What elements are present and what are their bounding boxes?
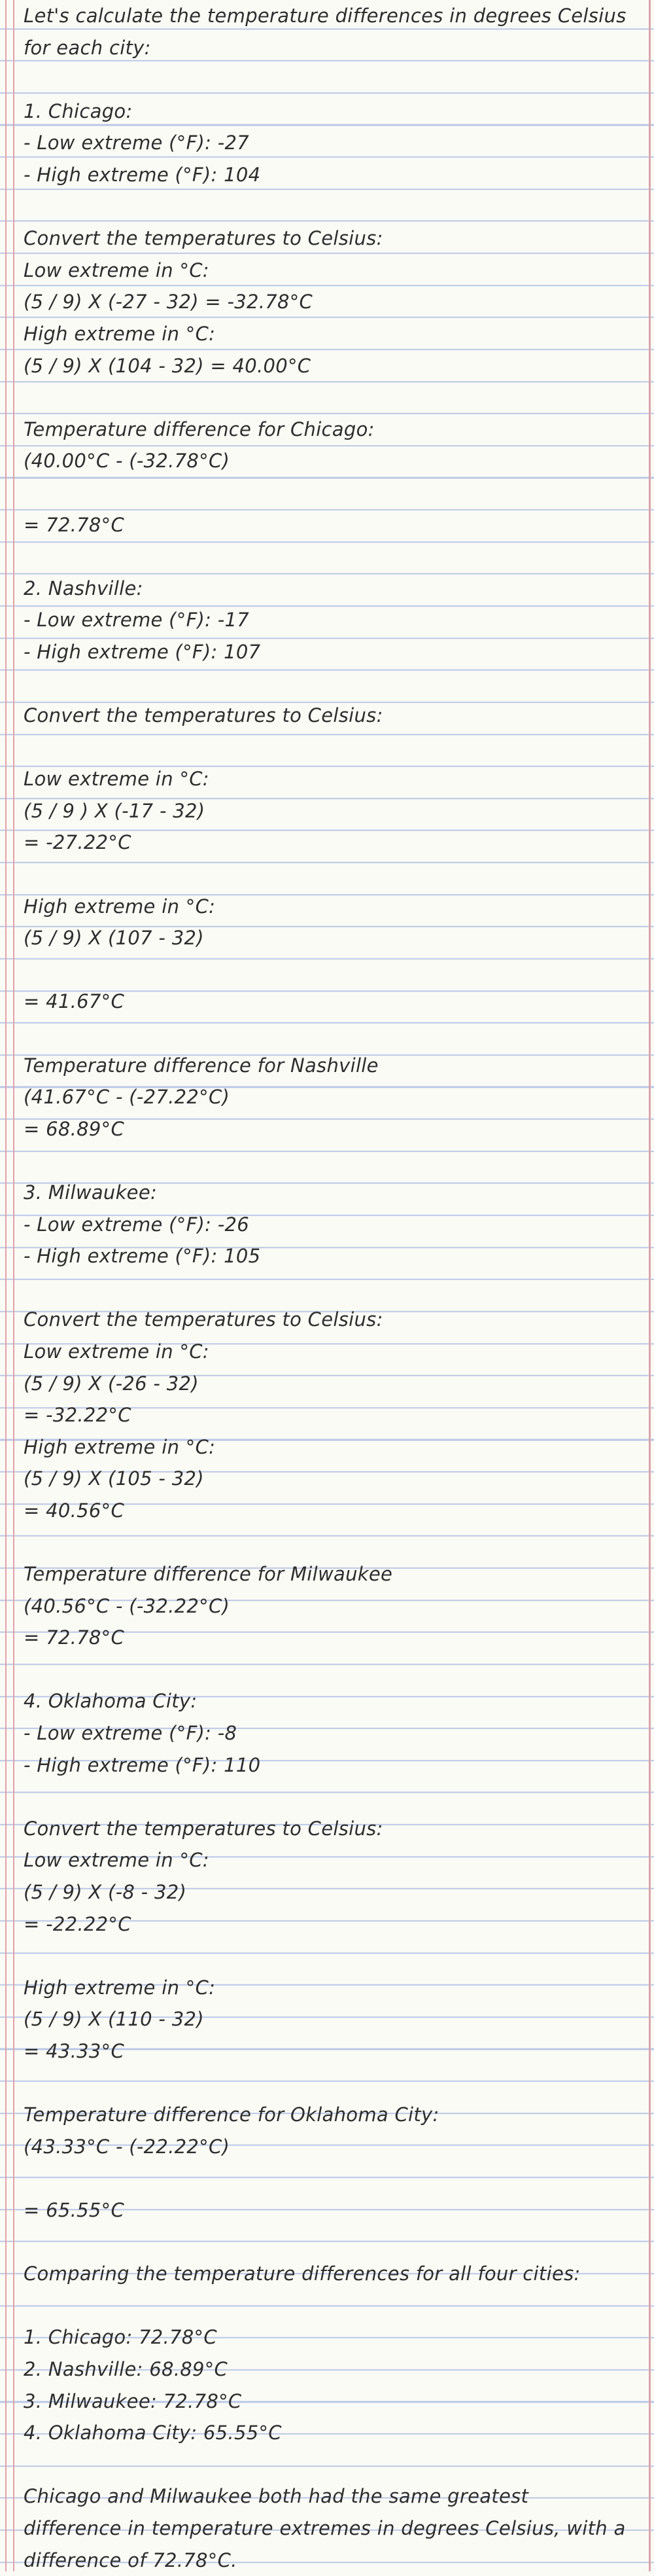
text-line xyxy=(24,954,645,986)
text-line xyxy=(24,477,645,509)
text-line: High extreme in °C: xyxy=(24,318,645,350)
text-line: Convert the temperatures to Celsius: xyxy=(24,1813,645,1845)
text-line: - Low extreme (°F): -26 xyxy=(24,1209,645,1241)
text-line: 1. Chicago: 72.78°C xyxy=(24,2321,645,2353)
text-line: = -27.22°C xyxy=(24,827,645,859)
text-line: = 68.89°C xyxy=(24,1113,645,1145)
margin-line-left-inner xyxy=(13,0,14,2571)
text-line: = 72.78°C xyxy=(24,509,645,541)
text-line: Temperature difference for Milwaukee xyxy=(24,1558,645,1590)
text-line: difference of 72.78°C. xyxy=(24,2545,645,2576)
margin-line-right xyxy=(649,0,651,2571)
text-line: Temperature difference for Oklahoma City: xyxy=(24,2099,645,2131)
text-line: - Low extreme (°F): -8 xyxy=(24,1717,645,1749)
text-line: High extreme in °C: xyxy=(24,891,645,923)
text-line xyxy=(24,2290,645,2322)
text-line: 1. Chicago: xyxy=(24,96,645,128)
text-line: High extreme in °C: xyxy=(24,1431,645,1463)
text-line: 3. Milwaukee: xyxy=(24,1177,645,1209)
text-line: 4. Oklahoma City: 65.55°C xyxy=(24,2417,645,2449)
margin-line-left-outer xyxy=(5,0,7,2571)
text-line: = 72.78°C xyxy=(24,1622,645,1654)
text-line: (43.33°C - (-22.22°C) xyxy=(24,2131,645,2163)
text-line xyxy=(24,1272,645,1304)
text-line: Convert the temperatures to Celsius: xyxy=(24,223,645,255)
text-line xyxy=(24,1781,645,1813)
text-line: Temperature difference for Chicago: xyxy=(24,414,645,446)
text-line: Low extreme in °C: xyxy=(24,255,645,287)
text-line xyxy=(24,1654,645,1686)
text-line: - Low extreme (°F): -17 xyxy=(24,604,645,636)
text-line: Let's calculate the temperature differences in degrees Celsius xyxy=(24,0,645,32)
text-line: Comparing the temperature differences for all four cities: xyxy=(24,2258,645,2290)
text-line: - High extreme (°F): 107 xyxy=(24,636,645,668)
text-line: (5 / 9) X (110 - 32) xyxy=(24,2003,645,2035)
text-line: difference in temperature extremes in degrees Celsius, with a xyxy=(24,2513,645,2545)
text-line xyxy=(24,2162,645,2194)
text-line: 3. Milwaukee: 72.78°C xyxy=(24,2386,645,2418)
text-line xyxy=(24,382,645,414)
text-line: = 40.56°C xyxy=(24,1495,645,1527)
text-line: (5 / 9) X (-8 - 32) xyxy=(24,1876,645,1908)
text-line: = -32.22°C xyxy=(24,1399,645,1431)
text-line: (5 / 9) X (105 - 32) xyxy=(24,1463,645,1495)
text-line: = 43.33°C xyxy=(24,2035,645,2067)
text-line: 2. Nashville: xyxy=(24,573,645,605)
text-line xyxy=(24,1018,645,1050)
text-line: (40.00°C - (-32.78°C) xyxy=(24,445,645,477)
text-line: (5 / 9) X (107 - 32) xyxy=(24,922,645,954)
text-line: = 65.55°C xyxy=(24,2194,645,2227)
text-line: (5 / 9) X (104 - 32) = 40.00°C xyxy=(24,350,645,382)
text-line: - High extreme (°F): 110 xyxy=(24,1749,645,1781)
text-line: (5 / 9) X (-26 - 32) xyxy=(24,1368,645,1400)
text-line: - Low extreme (°F): -27 xyxy=(24,127,645,159)
text-line: - High extreme (°F): 104 xyxy=(24,159,645,191)
text-line: (5 / 9) X (-27 - 32) = -32.78°C xyxy=(24,286,645,318)
text-line xyxy=(24,2067,645,2100)
text-line xyxy=(24,541,645,573)
text-line: 2. Nashville: 68.89°C xyxy=(24,2353,645,2386)
text-line xyxy=(24,1940,645,1972)
text-line: Chicago and Milwaukee both had the same greatest xyxy=(24,2480,645,2513)
text-line: Low extreme in °C: xyxy=(24,763,645,795)
text-line: Convert the temperatures to Celsius: xyxy=(24,1304,645,1336)
text-line: = 41.67°C xyxy=(24,986,645,1018)
text-line xyxy=(24,1527,645,1559)
text-line: = -22.22°C xyxy=(24,1908,645,1941)
text-line xyxy=(24,732,645,764)
text-line xyxy=(24,1145,645,1177)
solution-text xyxy=(24,0,645,2576)
text-line: Low extreme in °C: xyxy=(24,1844,645,1876)
text-line: - High extreme (°F): 105 xyxy=(24,1240,645,1272)
text-line: (40.56°C - (-32.22°C) xyxy=(24,1590,645,1622)
text-line: Low extreme in °C: xyxy=(24,1336,645,1368)
text-line: for each city: xyxy=(24,32,645,64)
text-line: Convert the temperatures to Celsius: xyxy=(24,700,645,732)
text-line: High extreme in °C: xyxy=(24,1972,645,2004)
text-line: (5 / 9 ) X (-17 - 32) xyxy=(24,795,645,827)
text-line xyxy=(24,2227,645,2259)
text-line: 4. Oklahoma City: xyxy=(24,1685,645,1717)
text-line xyxy=(24,63,645,96)
text-line: (41.67°C - (-27.22°C) xyxy=(24,1081,645,1113)
text-line: Temperature difference for Nashville xyxy=(24,1050,645,1082)
text-line xyxy=(24,859,645,891)
text-line xyxy=(24,2449,645,2481)
text-line xyxy=(24,191,645,223)
text-line xyxy=(24,668,645,700)
